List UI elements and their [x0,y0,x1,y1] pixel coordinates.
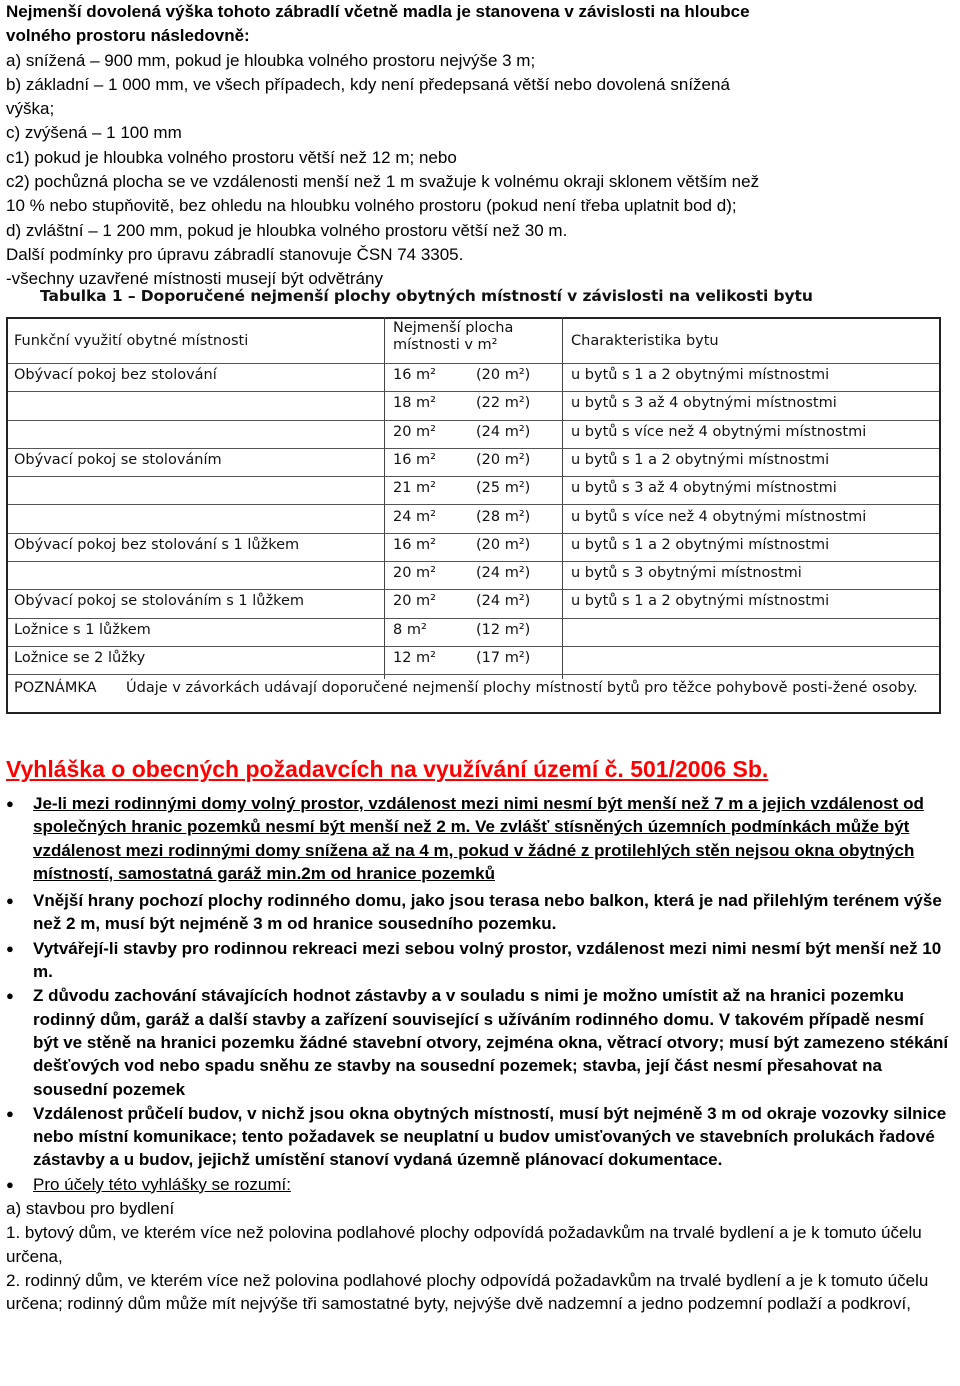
cell-recommended-area: (20 m²) [476,536,531,553]
intro-line: výška; [6,99,55,119]
intro-line: Další podmínky pro úpravu zábradlí stanovuje ČSN 74 3305. [6,244,464,264]
cell-characteristics: u bytů s 1 a 2 obytnými místnostmi [571,536,830,553]
table-row [8,363,939,392]
table-caption: Tabulka 1 – Doporučené nejmenší plochy obytných místností v závislosti na velikosti bytu [40,287,813,305]
intro-line: a) snížená – 900 mm, pokud je hloubka volného prostoru nejvýše 3 m; [6,50,536,70]
bullet-item [6,1102,951,1172]
intro-line: 10 % nebo stupňovitě, bez ohledu na hloubku volného prostoru (pokud není třeba uplatnit bod d); [6,196,737,216]
header-min-area [393,320,513,354]
definition-line: 2. rodinný dům, ve kterém více než polovina podlahové plochy odpovídá požadavkům na trvalé bydlení a je k tomuto účelu určena; rodinný dům může mít nejvýše tři samostatné byty, nejvýše dvě nadzemní a jedno podzemní podlaží a podkroví, [6,1270,929,1314]
cell-function: Obývací pokoj bez stolování [14,367,217,383]
cell-function: Obývací pokoj se stolováním [14,451,222,468]
bullet-text: Je-li mezi rodinnými domy volný prostor, vzdálenost mezi nimi nesmí být menší než 7 m a jejich vzdálenost od společných hranic pozemků nesmí být menší než 2 m. Ve zvlášť stísněných územních podmínkách může být vzdálenost mezi rodinnými domy snížena až na 4 m, pokud v žádné z protilehlých stěn nejsou okna obytných místností, samostatná garáž min.2m od hranice pozemků [33,794,924,883]
cell-recommended-area: (22 m²) [476,395,531,412]
cell-min-area: 8 m² [393,621,427,638]
cell-function: Ložnice se 2 lůžky [14,650,146,666]
table-row [8,589,939,618]
bullet-item [6,937,951,984]
railing-requirements [6,0,951,292]
cell-recommended-area: (24 m²) [476,593,531,610]
cell-characteristics: u bytů s 1 a 2 obytnými místnostmi [571,367,830,383]
table-header-row [8,319,939,364]
bullet-text: Pro účely této vyhlášky se rozumí: [33,1174,291,1194]
header-characteristics: Charakteristika bytu [571,333,719,349]
intro-line: c2) pochůzná plocha se ve vzdálenosti menší než 1 m svažuje k volnému okraji sklonem větším než [6,172,760,192]
note-label: POZNÁMKA [14,680,97,696]
intro-line: Nejmenší dovolená výška tohoto zábradlí včetně madla je stanovena v závislosti na hloubce [6,2,750,21]
bullet-icon: ● [6,940,14,956]
bullet-item [6,889,951,936]
bullet-text: Z důvodu zachování stávajících hodnot zástavby a v souladu s nimi je možno umístit až na hranici pozemku rodinný dům, garáž a další stavby a zařízení související s užíváním rodinného domu. V takovém případě nesmí být ve stěně na hranici pozemku žádné stavební otvory, zejména okna, větrací otvory; musí být zamezeno stékání dešťových vod nebo spadu sněhu ze stavby na sousední pozemek; stavba, její část nesmí přesahovat na sousední pozemek [33,986,949,1099]
cell-characteristics: u bytů s 3 až 4 obytnými místnostmi [571,395,837,412]
bullet-item [6,1173,951,1196]
table-row [8,448,939,477]
bullet-icon: ● [6,893,14,909]
table-row [8,646,939,675]
header-min-area-line2: místnosti v m² [393,337,498,353]
cell-recommended-area: (17 m²) [476,650,531,666]
cell-min-area: 18 m² [393,395,436,412]
intro-line: volného prostoru následovně: [6,26,250,46]
cell-recommended-area: (20 m²) [476,451,531,468]
cell-min-area: 12 m² [393,650,436,666]
regulation-heading: Vyhláška o obecných požadavcích na využívání území č. 501/2006 Sb. [6,756,769,782]
cell-recommended-area: (24 m²) [476,565,531,582]
bullet-item [6,984,951,1100]
cell-function: Obývací pokoj bez stolování s 1 lůžkem [14,536,300,553]
cell-recommended-area: (12 m²) [476,621,531,638]
cell-characteristics: u bytů s 3 obytnými místnostmi [571,565,802,582]
cell-characteristics: u bytů s 1 a 2 obytnými místnostmi [571,451,830,468]
table-row [8,476,939,505]
cell-min-area: 20 m² [393,593,436,610]
cell-recommended-area: (28 m²) [476,508,531,525]
room-area-table [6,283,956,718]
table-row [8,618,939,647]
cell-min-area: 16 m² [393,367,436,383]
cell-recommended-area: (24 m²) [476,423,531,440]
bullet-text: Vnější hrany pochozí plochy rodinného domu, jako jsou terasa nebo balkon, která je nad přilehlým terénem výše než 2 m, musí být nejméně 3 m od hranice sousedního pozemku. [33,891,942,934]
table-row [8,391,939,420]
definition-line: 1. bytový dům, ve kterém více než polovina podlahové plochy odpovídá požadavkům na trvalé bydlení a je k tomuto účelu určena, [6,1223,922,1266]
cell-function: Obývací pokoj se stolováním s 1 lůžkem [14,593,305,610]
regulation-bullets [6,792,951,1317]
cell-characteristics: u bytů s více než 4 obytnými místnostmi [571,508,867,525]
cell-characteristics: u bytů s 1 a 2 obytnými místnostmi [571,593,830,610]
bullet-text: Vytvářejí-li stavby pro rodinnou rekreaci mezi sebou volný prostor, vzdálenost mezi nimi nesmí být menší než 10 m. [33,938,942,982]
header-function: Funkční využití obytné místnosti [14,333,249,349]
cell-min-area: 21 m² [393,480,436,497]
bullet-icon: ● [6,988,14,1004]
intro-line: c) zvýšená – 1 100 mm [6,123,182,143]
cell-function: Ložnice s 1 lůžkem [14,621,151,638]
definition-line: a) stavbou pro bydlení [6,1199,175,1219]
cell-min-area: 16 m² [393,536,436,553]
cell-min-area: 24 m² [393,508,436,525]
cell-min-area: 16 m² [393,451,436,468]
cell-recommended-area: (25 m²) [476,480,531,497]
cell-min-area: 20 m² [393,565,436,582]
intro-line: -všechny uzavřené místnosti musejí být odvětrány [6,269,383,289]
header-min-area-line1: Nejmenší plocha [393,320,514,336]
bullet-item [6,792,951,885]
intro-line: b) základní – 1 000 mm, ve všech případech, kdy není předepsaná větší nebo dovolená snížená [6,74,730,94]
bullet-text: Vzdálenost průčelí budov, v nichž jsou okna obytných místností, musí být nejméně 3 m od okraje vozovky silnice nebo místní komunikace; tento požadavek se neuplatní u budov umisťovaných ve stavebních prolukách řadové zástavby a u budov, jejichž umístění stanoví vydaná územně plánovací dokumentace. [33,1103,947,1170]
note-text: Údaje v závorkách udávají doporučené nejmenší plochy místností bytů pro těžce pohybově posti-žené osoby. [126,680,918,696]
cell-characteristics: u bytů s 3 až 4 obytnými místnostmi [571,480,837,497]
table-row [8,420,939,449]
cell-characteristics: u bytů s více než 4 obytnými místnostmi [571,423,867,440]
bullet-icon: ● [6,1105,14,1121]
intro-line: d) zvláštní – 1 200 mm, pokud je hloubka volného prostoru větší než 30 m. [6,220,568,240]
table-row [8,533,939,562]
bullet-icon: ● [6,1176,14,1192]
intro-line: c1) pokud je hloubka volného prostoru větší než 12 m; nebo [6,147,457,167]
bullet-icon: ● [6,796,14,811]
cell-min-area: 20 m² [393,423,436,440]
table-row [8,561,939,590]
table-row [8,505,939,534]
cell-recommended-area: (20 m²) [476,367,531,383]
